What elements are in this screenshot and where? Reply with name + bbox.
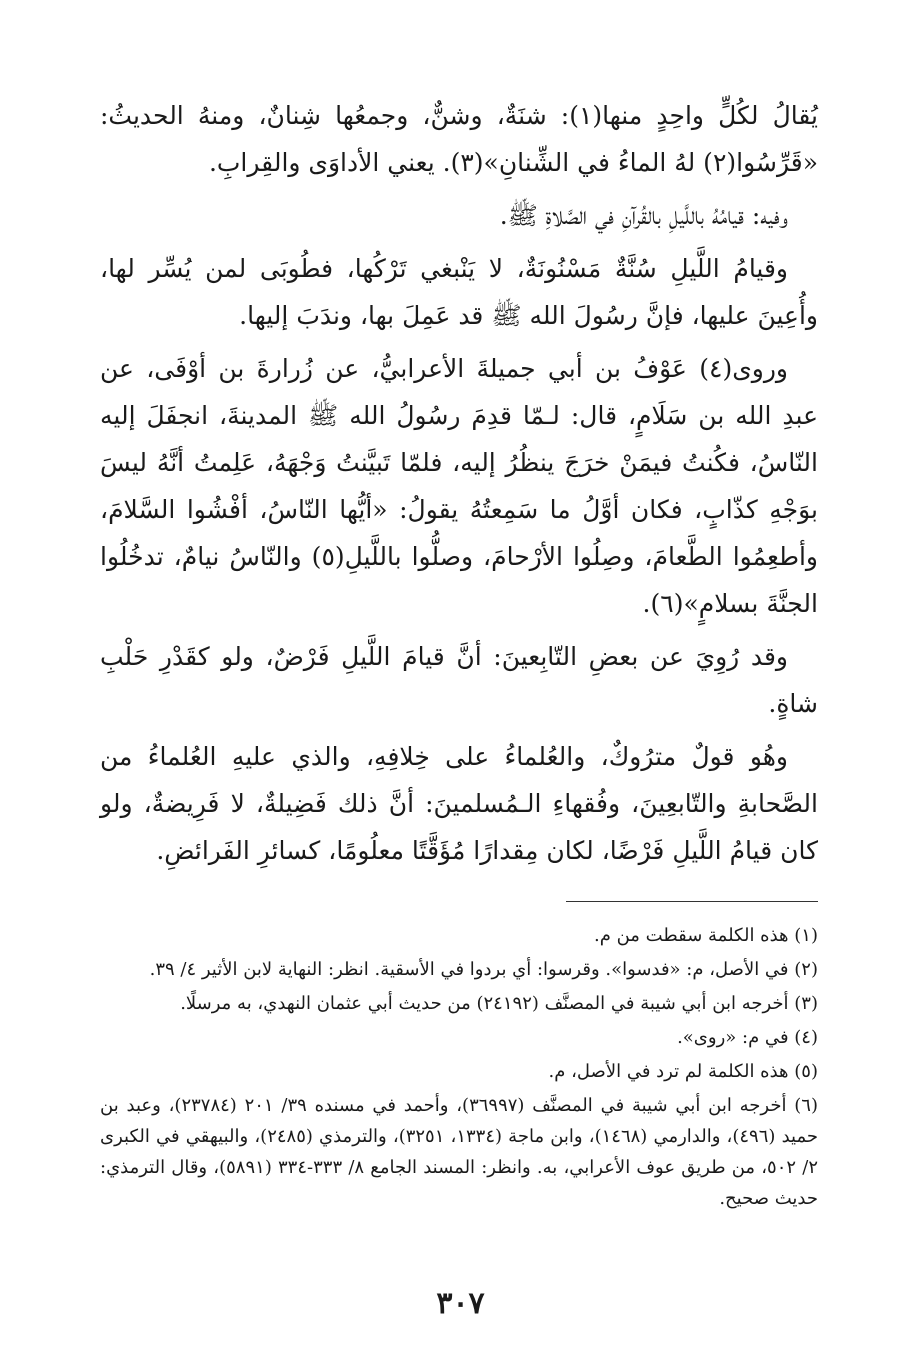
footnote-2: (٢) في الأصل، م: «فدسوا». وقرسوا: أي بردوا في الأسقية. انظر: النهاية لابن الأثير ٤/ ٣٩. [149, 959, 818, 980]
paragraph-5: وقد رُوِيَ عن بعضِ التّابِعينَ: أنَّ قيامَ اللَّيلِ فَرْضٌ، ولو كقَدْرِ حَلْبِ شاةٍ. [100, 642, 818, 718]
page-number: ٣٠٧ [436, 1286, 485, 1321]
footnote-5: (٥) هذه الكلمة لم ترد في الأصل، م. [548, 1061, 818, 1082]
footnotes [100, 920, 818, 1217]
footnote-1: (١) هذه الكلمة سقطت من م. [594, 925, 818, 946]
paragraph-6: وهُو قولٌ مترُوكٌ، والعُلماءُ على خِلافِهِ، والذي عليهِ العُلماءُ من الصَّحابةِ والتّابعِينَ، وفُقهاءِ الـمُسلمينَ: أنَّ ذلك فَضِيلةٌ، لا فَرِيضةٌ، ولو كان قيامُ اللَّيلِ فَرْضًا، لكان مِقدارًا مُؤَقَّتًا معلُومًا، كسائرِ الفَرائضِ. [100, 742, 818, 865]
main-text [100, 92, 818, 880]
footnote-4: (٤) في م: «روى». [677, 1027, 818, 1048]
paragraph-3: وقيامُ اللَّيلِ سُنَّةٌ مَسْنُونَةٌ، لا يَنْبغي تَرْكُها، فطُوبَى لمن يُسِّر لها، وأُعِينَ عليها، فإنَّ رسُولَ الله ﷺ قد عَمِلَ بها، وندَبَ إليها. [100, 254, 818, 330]
footnote-6: (٦) أخرجه ابن أبي شيبة في المصنَّف (٣٦٩٩٧)، وأحمد في مسنده ٣٩/ ٢٠١ (٢٣٧٨٤)، وعبد بن حميد (٤٩٦)، والدارمي (١٤٦٨)، وابن ماجة (١٣٣٤، ٣٢٥١)، والترمذي (٢٤٨٥)، والبيهقي في الكبرى ٢/ ٥٠٢، من طريق عوف الأعرابي، به. وانظر: المسند الجامع ٨/ ٣٣٣-٣٣٤ (٥٨٩١)، وقال الترمذي: حديث صحيح. [100, 1095, 818, 1209]
paragraph-4: وروى(٤) عَوْفُ بن أبي جميلةَ الأعرابيُّ، عن زُرارةَ بن أوْفَى، عن عبدِ الله بن سَلَامٍ، قال: لـمّا قدِمَ رسُولُ الله ﷺ المدينةَ، انجفَلَ إليه النّاسُ، فكُنتُ فيمَنْ خرَجَ ينظُرُ إليه، فلمّا تَبيَّنتُ وَجْهَهُ، عَلِمتُ أنَّهُ ليسَ بوَجْهِ كذّابٍ، فكان أوَّلُ ما سَمِعتُهُ يقولُ: «أيُّها النّاسُ، أفْشُوا السَّلامَ، وأطعِمُوا الطَّعامَ، وصِلُوا الأرْحامَ، وصلُّوا باللَّيلِ(٥) والنّاسُ نيامٌ، تدخُلُوا الجنَّةَ بسلامٍ»(٦). [100, 354, 819, 618]
paragraph-1: يُقالُ لكُلٍّ واحِدٍ منها(١): شنَةٌ، وشنٌّ، وجمعُها شِنانٌ، ومنهُ الحديثُ: «قَرِّسُوا(٢) لهُ الماءُ في الشِّنانِ»(٣). يعني الأداوَى والقِرابِ. [100, 101, 818, 177]
paragraph-2: وفيه: قيامُهُ باللَّيلِ بالقُرآنِ في الصَّلاةِ ﷺ. [499, 201, 788, 230]
footnote-3: (٣) أخرجه ابن أبي شيبة في المصنَّف (٢٤١٩٢) من حديث أبي عثمان النهدي، به مرسلًا. [180, 993, 818, 1014]
footnote-separator [566, 901, 818, 902]
